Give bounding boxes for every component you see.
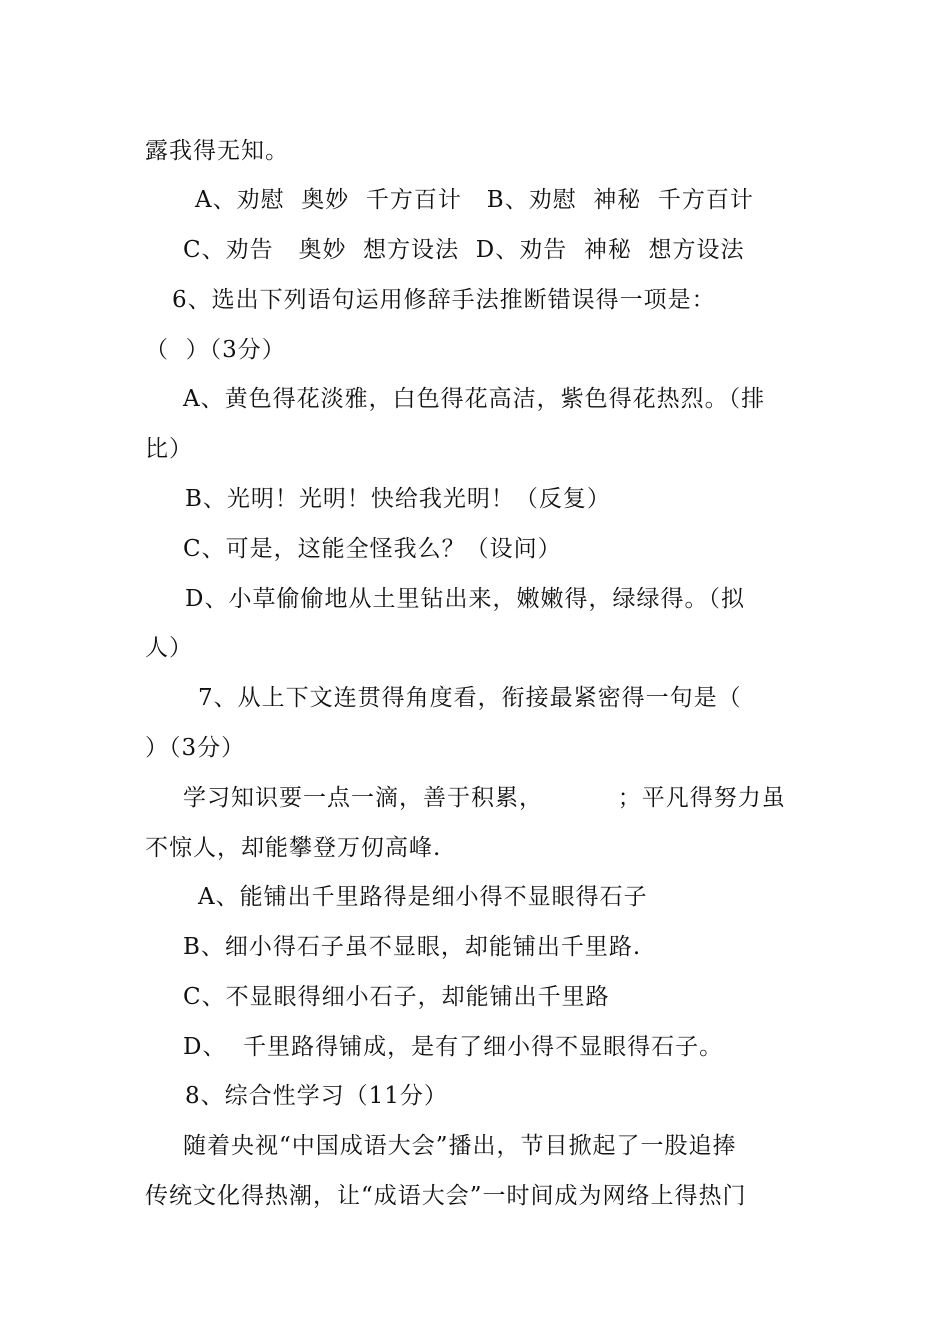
text-line: 传统文化得热潮，让“成语大会”一时间成为网络上得热门	[145, 1183, 747, 1209]
text-line: 随着央视“中国成语大会”播出，节目掀起了一股追捧	[183, 1133, 737, 1159]
option-line: A、黄色得花淡雅，白色得花高洁，紫色得花热烈。（排	[183, 386, 766, 412]
option-line: D、 千里路得铺成，是有了细小得不显眼得石子。	[183, 1034, 724, 1060]
option-line: D、小草偷偷地从土里钻出来，嫩嫩得，绿绿得。（拟	[185, 586, 745, 612]
question-line: （ ）（3分）	[145, 337, 286, 363]
option-line: C、可是，这能全怪我么？（设问）	[183, 536, 562, 562]
question-line: 6、选出下列语句运用修辞手法推断错误得一项是：	[172, 287, 716, 313]
question-line: ）（3分）	[145, 735, 246, 761]
option-line: 比）	[145, 436, 193, 462]
question-line: 7、从上下文连贯得角度看，衔接最紧密得一句是（	[198, 685, 742, 711]
text-line: 露我得无知。	[145, 138, 289, 164]
option-line: A、劝慰 奥妙 千方百计 B、劝慰 神秘 千方百计	[195, 187, 754, 213]
question-line: 8、综合性学习（11分）	[185, 1083, 448, 1109]
text-line: 学习知识要一点一滴，善于积累， ；平凡得努力虽	[183, 785, 786, 811]
option-line: A、能铺出千里路得是细小得不显眼得石子	[198, 884, 648, 910]
option-line: B、细小得石子虽不显眼，却能铺出千里路.	[183, 934, 642, 960]
option-line: B、光明！光明！快给我光明！（反复）	[185, 486, 611, 512]
option-line: 人）	[145, 635, 193, 661]
option-line: C、不显眼得细小石子，却能铺出千里路	[183, 984, 610, 1010]
option-line: C、劝告 奥妙 想方设法 D、劝告 神秘 想方设法	[183, 237, 745, 263]
text-line: 不惊人，却能攀登万仞高峰.	[145, 835, 442, 861]
